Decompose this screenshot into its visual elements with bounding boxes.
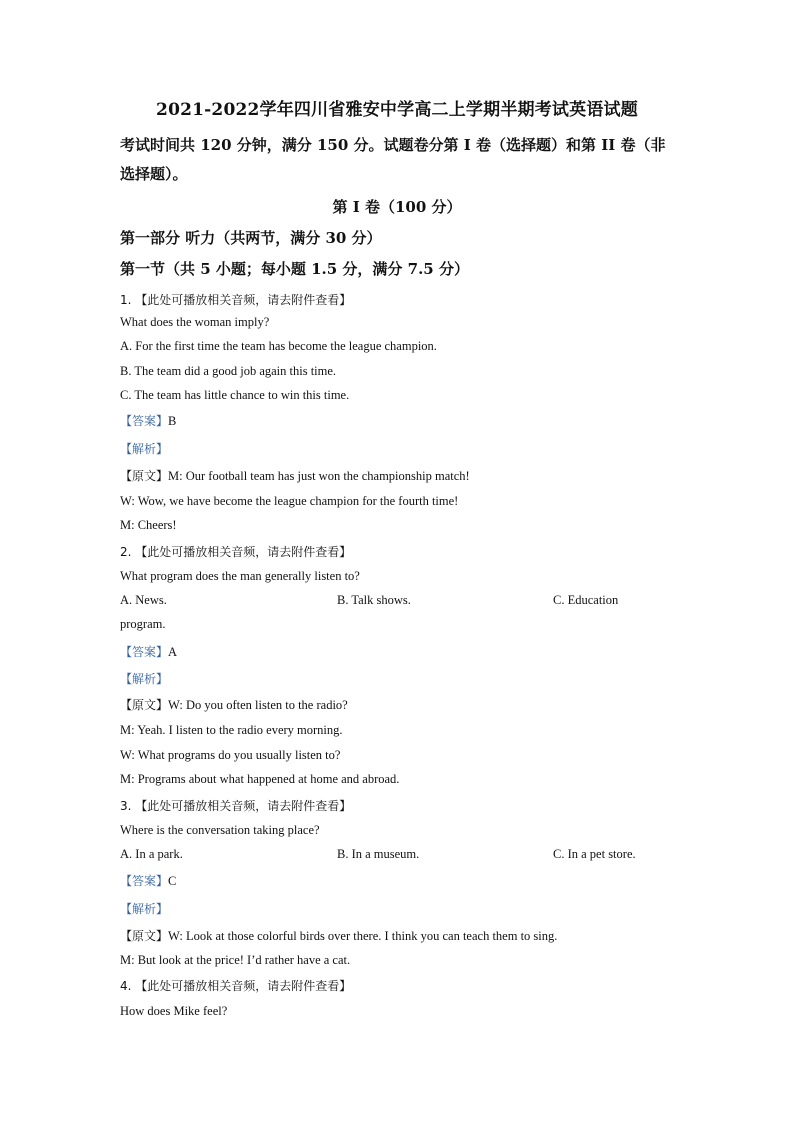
q2-transcript-4: M: Programs about what happened at home and abroad. <box>120 772 400 786</box>
q3-audio-note: 3. 【此处可播放相关音频，请去附件查看】 <box>120 799 352 813</box>
q3-transcript-2: M: But look at the price! I’d rather have a cat. <box>120 953 351 967</box>
q2-audio-note: 2. 【此处可播放相关音频，请去附件查看】 <box>120 545 352 559</box>
q1-transcript-2: W: Wow, we have become the league champion for the fourth time! <box>120 494 459 508</box>
section-heading: 第一节（共 5 小题；每小题 1.5 分，满分 7.5 分） <box>120 260 469 278</box>
q2-transcript-1 <box>120 696 348 713</box>
q3-answer <box>120 872 176 889</box>
q1-transcript-1 <box>120 467 470 484</box>
orig-tag: 【原文】 <box>120 929 169 943</box>
q1-analysis: 【解析】 <box>120 442 169 456</box>
q1-option-b: B. The team did a good job again this time. <box>120 364 337 378</box>
q2-analysis: 【解析】 <box>120 672 169 686</box>
answer-value: B <box>168 414 177 428</box>
transcript-text: W: Do you often listen to the radio? <box>168 698 348 712</box>
q3-analysis: 【解析】 <box>120 902 169 916</box>
answer-tag: 【答案】 <box>120 414 169 428</box>
exam-intro: 考试时间共 120 分钟，满分 150 分。试题卷分第 I 卷（选择题）和第 II 卷（非选择题）。 <box>120 136 666 183</box>
q3-option-a: A. In a park. <box>120 847 183 861</box>
q1-option-c: C. The team has little chance to win this time. <box>120 388 350 402</box>
q1-option-a: A. For the first time the team has become the league champion. <box>120 339 437 353</box>
q2-option-c: C. Education <box>553 593 619 607</box>
volume-heading: 第 I 卷（100 分） <box>332 198 462 216</box>
part-heading: 第一部分 听力（共两节，满分 30 分） <box>120 229 382 247</box>
q2-answer <box>120 643 177 660</box>
orig-tag: 【原文】 <box>120 698 169 712</box>
answer-value: A <box>168 645 178 659</box>
q2-option-c-continued: program. <box>120 617 166 631</box>
q2-option-a: A. News. <box>120 593 167 607</box>
document-title: 2021-2022学年四川省雅安中学高二上学期半期考试英语试题 <box>156 100 638 120</box>
transcript-text: W: Look at those colorful birds over there. I think you can teach them to sing. <box>168 929 558 943</box>
answer-value: C <box>168 874 177 888</box>
q1-transcript-3: M: Cheers! <box>120 518 177 532</box>
q3-option-b: B. In a museum. <box>337 847 420 861</box>
q2-transcript-3: W: What programs do you usually listen to? <box>120 748 341 762</box>
q4-question: How does Mike feel? <box>120 1004 228 1018</box>
q1-answer <box>120 412 176 429</box>
q3-question: Where is the conversation taking place? <box>120 823 320 837</box>
q3-option-c: C. In a pet store. <box>553 847 636 861</box>
q3-transcript-1 <box>120 927 557 944</box>
transcript-text: M: Our football team has just won the championship match! <box>168 469 470 483</box>
q1-question: What does the woman imply? <box>120 315 270 329</box>
answer-tag: 【答案】 <box>120 645 169 659</box>
q2-question: What program does the man generally listen to? <box>120 569 360 583</box>
answer-tag: 【答案】 <box>120 874 169 888</box>
q1-audio-note: 1. 【此处可播放相关音频，请去附件查看】 <box>120 293 352 307</box>
q4-audio-note: 4. 【此处可播放相关音频，请去附件查看】 <box>120 979 352 993</box>
q2-transcript-2: M: Yeah. I listen to the radio every morning. <box>120 723 343 737</box>
orig-tag: 【原文】 <box>120 469 169 483</box>
q2-option-b: B. Talk shows. <box>337 593 411 607</box>
